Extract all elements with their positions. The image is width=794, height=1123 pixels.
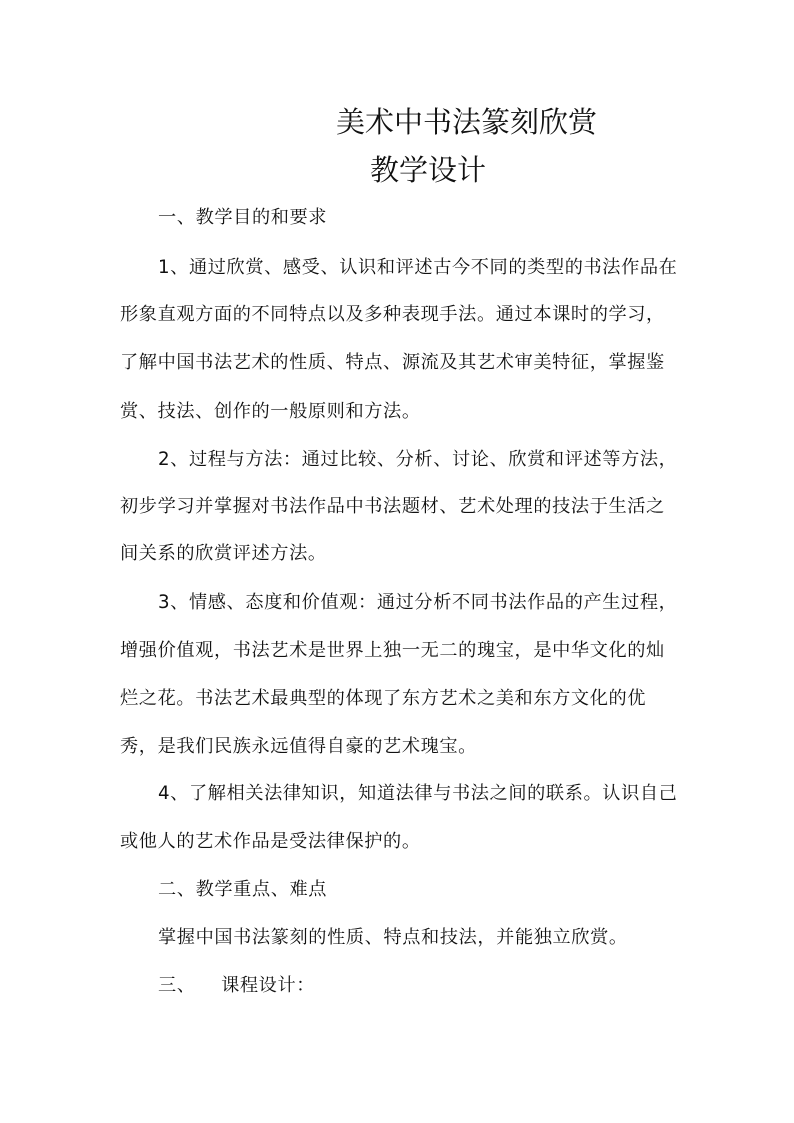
paragraph-line: 烂之花。书法艺术最典型的体现了东方艺术之美和东方文化的优 <box>120 688 647 709</box>
document-subtitle: 教学设计 <box>370 153 487 187</box>
paragraph-line: 3、情感、态度和价值观：通过分析不同书法作品的产生过程， <box>158 592 678 613</box>
paragraph-line: 形象直观方面的不同特点以及多种表现手法。通过本课时的学习， <box>120 304 665 325</box>
paragraph-line: 间关系的欣赏评述方法。 <box>120 543 327 564</box>
paragraph-line: 2、过程与方法：通过比较、分析、讨论、欣赏和评述等方法， <box>158 449 678 470</box>
paragraph-line: 秀，是我们民族永远值得自豪的艺术瑰宝。 <box>120 736 477 757</box>
paragraph-line: 掌握中国书法篆刻的性质、特点和技法，并能独立欣赏。 <box>158 927 628 948</box>
paragraph-line: 4、了解相关法律知识，知道法律与书法之间的联系。认识自己 <box>158 783 678 804</box>
section-heading-course-design: 三、 课程设计： <box>158 975 316 996</box>
paragraph-line: 增强价值观，书法艺术是世界上独一无二的瑰宝，是中华文化的灿 <box>120 640 665 661</box>
section-heading-objectives: 一、教学目的和要求 <box>158 207 328 228</box>
document-title: 美术中书法篆刻欣赏 <box>336 105 598 139</box>
paragraph-line: 或他人的艺术作品是受法律保护的。 <box>120 831 421 852</box>
paragraph-line: 了解中国书法艺术的性质、特点、源流及其艺术审美特征，掌握鉴 <box>120 352 665 373</box>
paragraph-line: 初步学习并掌握对书法作品中书法题材、艺术处理的技法于生活之 <box>120 496 665 517</box>
section-heading-key-points: 二、教学重点、难点 <box>158 879 328 900</box>
paragraph-line: 赏、技法、创作的一般原则和方法。 <box>120 401 421 422</box>
paragraph-line: 1、通过欣赏、感受、认识和评述古今不同的类型的书法作品在 <box>158 257 678 278</box>
